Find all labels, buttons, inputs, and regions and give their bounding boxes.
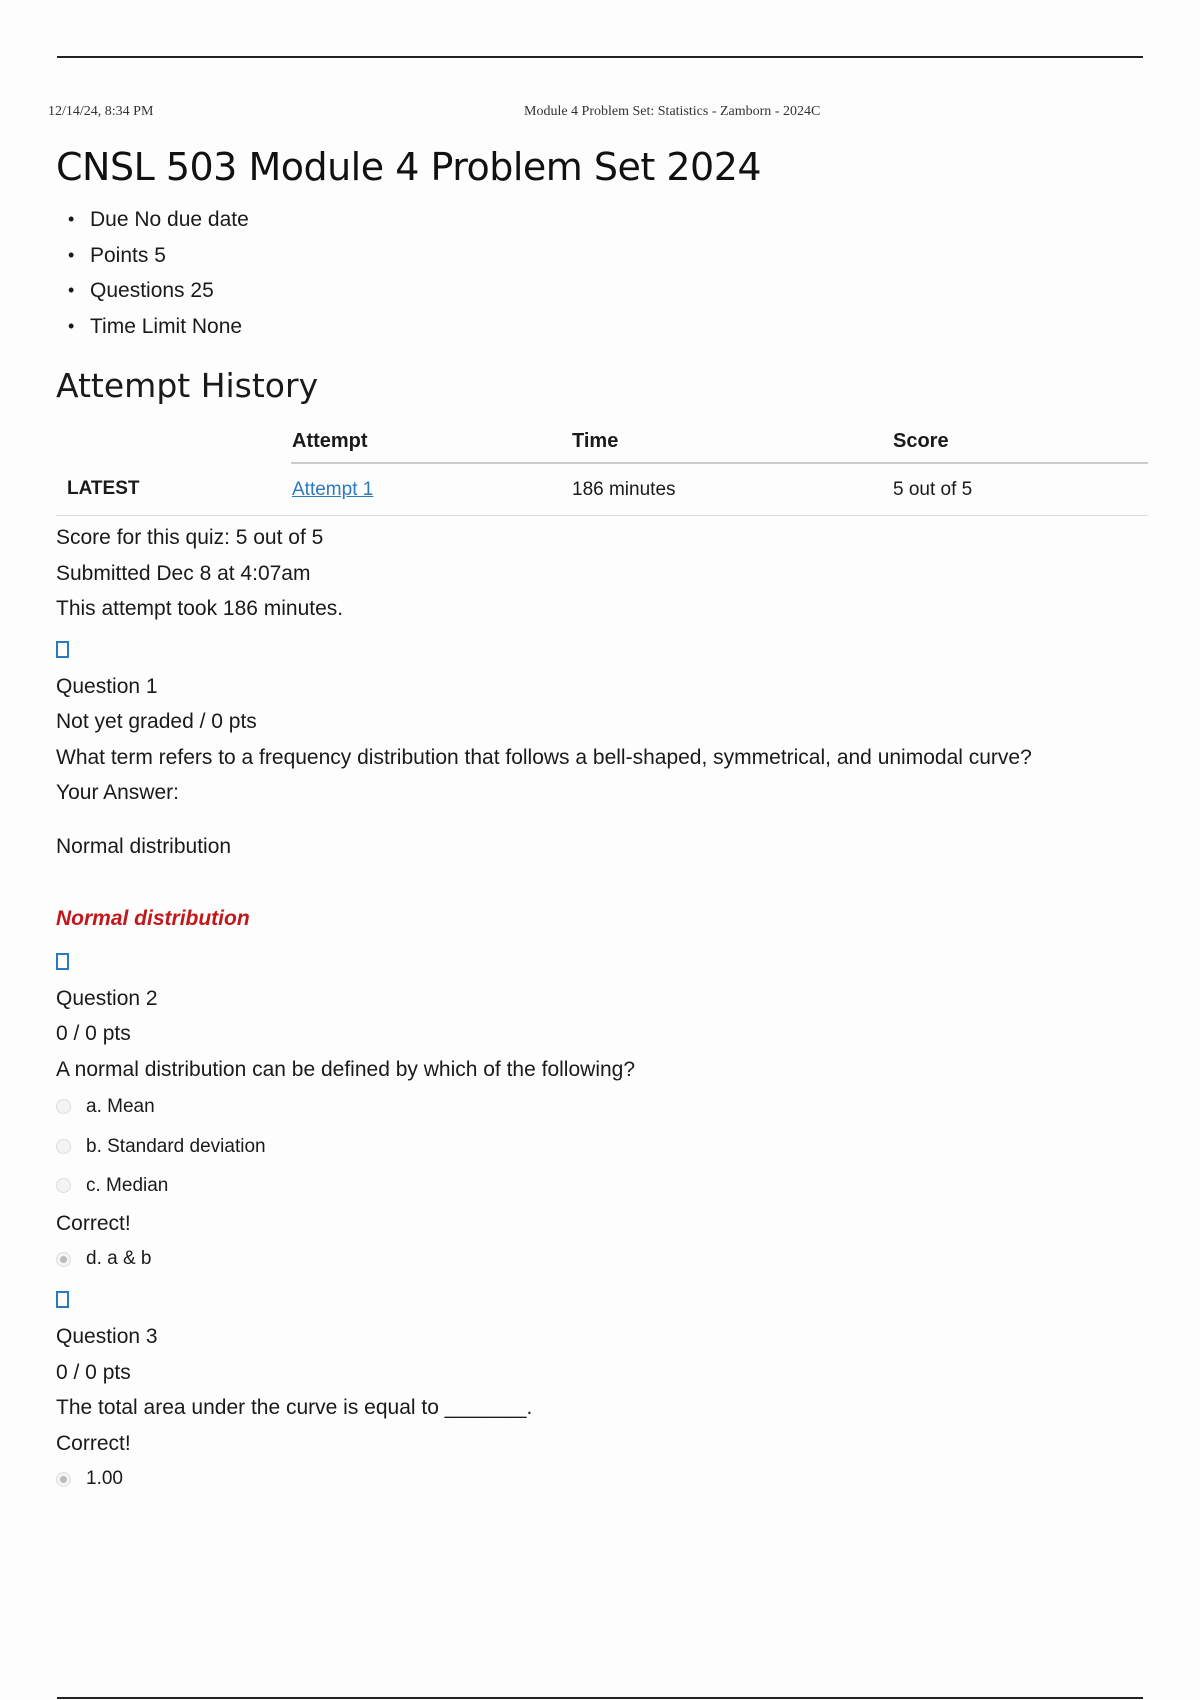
latest-label: LATEST xyxy=(56,463,291,516)
answer-option[interactable] xyxy=(56,1166,1146,1206)
question-title: Question 1 xyxy=(56,674,158,698)
question-3 xyxy=(56,1277,1146,1497)
question-text: A normal distribution can be defined by which of the following? xyxy=(56,1057,636,1081)
page-title: CNSL 503 Module 4 Problem Set 2024 xyxy=(56,145,762,189)
answer-option[interactable] xyxy=(56,1087,1146,1127)
correct-label: Correct! xyxy=(56,1431,131,1455)
meta-questions: • Questions 25 xyxy=(90,273,1146,309)
meta-points: • Points 5 xyxy=(90,238,1146,274)
attempt-1-link[interactable]: Attempt 1 xyxy=(292,478,374,500)
answer-option[interactable] xyxy=(56,1127,1146,1167)
submitted-time: Submitted Dec 8 at 4:07am xyxy=(56,561,311,585)
table-row xyxy=(56,463,1148,516)
attempt-history-table xyxy=(56,420,1148,516)
question-text: What term refers to a frequency distribution that follows a bell-shaped, symmetrical, and unimodal curve? xyxy=(56,745,1032,769)
attempt-history-heading: Attempt History xyxy=(56,366,319,405)
bottom-rule xyxy=(57,1697,1143,1699)
option-label: c. Median xyxy=(86,1175,169,1196)
print-datetime: 12/14/24, 8:34 PM xyxy=(48,104,154,119)
radio-button[interactable] xyxy=(56,1178,71,1193)
correct-label: Correct! xyxy=(56,1211,131,1235)
radio-button-selected[interactable] xyxy=(56,1472,71,1487)
column-header-attempt: Attempt xyxy=(291,420,571,463)
meta-due: • Due No due date xyxy=(90,202,1146,238)
radio-button[interactable] xyxy=(56,1139,71,1154)
flag-icon[interactable] xyxy=(56,953,69,970)
question-points: Not yet graded / 0 pts xyxy=(56,710,257,733)
question-points: 0 / 0 pts xyxy=(56,1022,131,1045)
column-header-score: Score xyxy=(892,420,1148,463)
score-cell: 5 out of 5 xyxy=(892,463,1148,516)
attempt-duration: This attempt took 186 minutes. xyxy=(56,597,344,620)
option-label: a. Mean xyxy=(86,1096,155,1117)
radio-button[interactable] xyxy=(56,1099,71,1114)
correct-answer-text: Normal distribution xyxy=(56,906,250,930)
question-points: 0 / 0 pts xyxy=(56,1360,131,1384)
column-header-blank xyxy=(56,420,291,463)
radio-button-selected[interactable] xyxy=(56,1252,71,1267)
option-label: b. Standard deviation xyxy=(86,1135,266,1157)
question-1 xyxy=(56,627,1146,939)
question-title: Question 3 xyxy=(56,1325,158,1348)
your-answer-label: Your Answer: xyxy=(56,781,179,804)
option-label: d. a & b xyxy=(86,1248,152,1270)
flag-icon[interactable] xyxy=(56,641,69,658)
column-header-time: Time xyxy=(571,420,892,463)
answer-option-correct[interactable] xyxy=(56,1241,1146,1277)
answer-option-correct[interactable] xyxy=(56,1461,1146,1497)
question-title: Question 2 xyxy=(56,986,158,1010)
question-text: The total area under the curve is equal to _______. xyxy=(56,1396,533,1419)
option-label: 1.00 xyxy=(86,1468,123,1490)
quiz-content xyxy=(56,140,1146,1497)
quiz-score: Score for this quiz: 5 out of 5 xyxy=(56,526,324,549)
your-answer-text: Normal distribution xyxy=(56,834,232,858)
table-header-row xyxy=(56,420,1148,463)
question-2 xyxy=(56,939,1146,1278)
top-rule xyxy=(57,56,1143,58)
flag-icon[interactable] xyxy=(56,1291,69,1308)
quiz-meta-list xyxy=(56,202,1146,344)
print-doc-title: Module 4 Problem Set: Statistics - Zamborn - 2024C xyxy=(524,104,821,119)
time-cell: 186 minutes xyxy=(571,463,892,516)
attempt-cell xyxy=(291,463,571,516)
meta-time-limit: • Time Limit None xyxy=(90,309,1146,345)
